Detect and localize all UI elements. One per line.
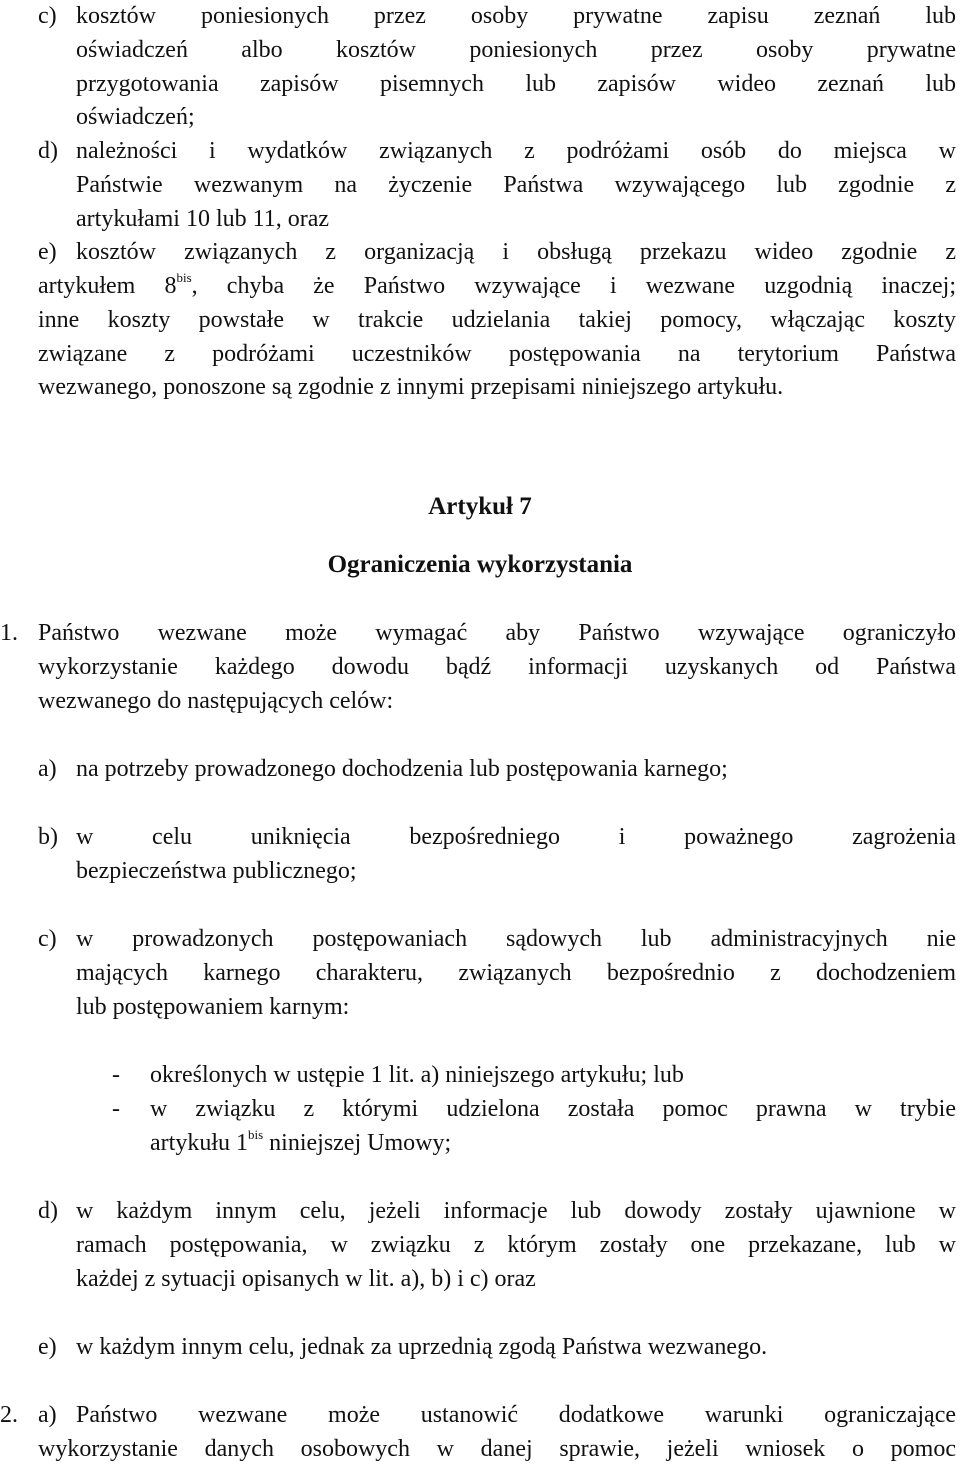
text-line: wezwanego do następujących celów:	[38, 687, 394, 714]
text-line: mających karnego charakteru, związanych bezpośrednio z dochodzeniem	[76, 959, 956, 986]
text-line: należności i wydatków związanych z podróżami osób do miejsca w	[76, 138, 956, 164]
item-label: e)	[38, 239, 57, 265]
purpose-item-a	[38, 753, 956, 787]
text-line: w celu uniknięcia bezpośredniego i poważnego zagrożenia	[76, 824, 956, 850]
text-line: na potrzeby prowadzonego dochodzenia lub postępowania karnego;	[76, 756, 728, 782]
text-line: bezpieczeństwa publicznego;	[76, 857, 357, 884]
text-line: inne koszty powstałe w trakcie udzielania takiej pomocy, włączając koszty	[38, 306, 956, 333]
dash-marker: -	[112, 1096, 120, 1122]
item-label: c)	[38, 3, 57, 29]
text-line: wykorzystanie każdego dowodu bądź informacji uzyskanych od Państwa	[38, 653, 956, 680]
purpose-item-c	[38, 923, 956, 1024]
text-line: ramach postępowania, w związku z którym zostały one przekazane, lub w	[76, 1231, 956, 1258]
cost-item-e	[38, 236, 956, 270]
item-label: b)	[38, 824, 58, 850]
purpose-item-e	[38, 1331, 956, 1365]
text-line: w każdym innym celu, jednak za uprzednią zgodą Państwa wezwanego.	[76, 1334, 768, 1360]
text-line: artykułu $1^{bis}$ niniejszej Umowy;	[150, 1126, 452, 1156]
text-line: w każdym innym celu, jeżeli informacje lub dowody zostały ujawnione w	[76, 1198, 956, 1224]
text-line: Państwie wezwanym na życzenie Państwa wzywającego lub zgodnie z	[76, 171, 956, 198]
text-line: oświadczeń albo kosztów poniesionych przez osoby prywatne	[76, 36, 956, 63]
article-title: Artykuł 7	[428, 493, 532, 520]
text-line: przygotowania zapisów pisemnych lub zapisów wideo zeznań lub	[76, 70, 956, 97]
text-line: lub postępowaniem karnym:	[76, 993, 350, 1020]
text-line: każdej z sytuacji opisanych w lit. a), b) i c) oraz	[76, 1265, 536, 1292]
text-line: określonych w ustępie 1 lit. a) niniejszego artykułu; lub	[150, 1062, 684, 1088]
item-label: c)	[38, 926, 57, 952]
dash-marker: -	[112, 1062, 120, 1088]
paragraph-1-intro	[38, 617, 956, 718]
superscript-bis: bis	[176, 270, 192, 285]
paragraph-2-continuation	[38, 1433, 956, 1467]
cost-item-c	[38, 0, 956, 135]
item-label: e)	[38, 1334, 57, 1360]
item-label: d)	[38, 138, 58, 164]
dash-item-1	[112, 1059, 956, 1093]
superscript-bis: bis	[247, 1126, 264, 1142]
paragraph-number: 1.	[0, 620, 18, 646]
text-line: w prowadzonych postępowaniach sądowych lub administracyjnych nie	[76, 926, 956, 952]
purpose-item-b	[38, 821, 956, 889]
text-line: kosztów poniesionych przez osoby prywatne zapisu zeznań lub	[76, 3, 956, 29]
text-line: artykułami 10 lub 11, oraz	[76, 205, 330, 232]
text-line: artykułem $8^{bis}$, chyba że Państwo wzywające i wezwane uzgodnią inaczej;	[38, 270, 956, 299]
text-line: związane z podróżami uczestników postępowania na terytorium Państwa	[38, 340, 956, 367]
text-line: w związku z którymi udzielona została pomoc prawna w trybie	[150, 1096, 956, 1122]
text-line: wezwanego, ponoszone są zgodnie z innymi przepisami niniejszego artykułu.	[38, 374, 784, 401]
text-line: Państwo wezwane może ustanowić dodatkowe warunki ograniczające	[76, 1402, 956, 1428]
text-line: kosztów związanych z organizacją i obsługą przekazu wideo zgodnie z	[76, 239, 956, 265]
text-line: oświadczeń;	[76, 104, 195, 131]
article-subtitle: Ograniczenia wykorzystania	[327, 551, 633, 578]
cost-item-d	[38, 135, 956, 236]
paragraph-number: 2.	[0, 1402, 18, 1428]
item-label: d)	[38, 1198, 58, 1224]
dash-item-2	[112, 1093, 956, 1161]
text-line: wykorzystanie danych osobowych w danej sprawie, jeżeli wniosek o pomoc	[38, 1436, 956, 1462]
item-label: a)	[38, 1402, 57, 1428]
cost-paragraph-continuation	[38, 270, 956, 405]
text-line: Państwo wezwane może wymagać aby Państwo wzywające ograniczyło	[38, 620, 956, 646]
item-label: a)	[38, 756, 57, 782]
purpose-item-d	[38, 1195, 956, 1296]
paragraph-2-first	[76, 1399, 956, 1433]
